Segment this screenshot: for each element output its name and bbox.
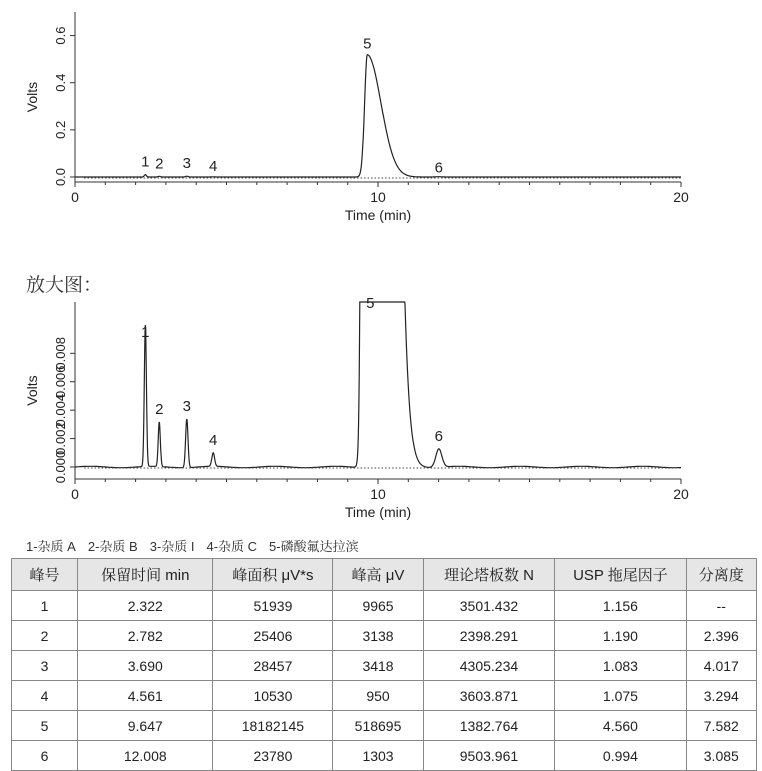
- table-cell: 950: [333, 681, 423, 711]
- legend-item: 5-磷酸氟达拉滨: [269, 539, 359, 554]
- y-tick-label: 0.4: [53, 73, 68, 92]
- peak-label: 2: [155, 155, 164, 173]
- peak-label: 5: [366, 295, 375, 312]
- table-cell: 12.008: [78, 741, 213, 771]
- table-cell: 1382.764: [423, 711, 555, 741]
- column-header: 峰号: [12, 559, 78, 591]
- x-tick-label: 20: [673, 189, 689, 205]
- y-tick-label: 0.000: [53, 450, 68, 484]
- table-cell: 2.396: [686, 621, 756, 651]
- table-cell: 3603.871: [423, 681, 555, 711]
- table-cell: 3: [12, 651, 78, 681]
- y-tick-label: 0.6: [53, 26, 68, 45]
- table-cell: 518695: [333, 711, 423, 741]
- table-cell: 4.017: [686, 651, 756, 681]
- y-tick-label: 0.2: [53, 120, 68, 139]
- peak-label: 4: [209, 431, 218, 449]
- table-cell: 7.582: [686, 711, 756, 741]
- table-cell: 0.994: [555, 741, 686, 771]
- peak-label: 6: [434, 159, 444, 177]
- peak-label: 4: [209, 157, 218, 175]
- table-cell: 4.560: [555, 711, 686, 741]
- column-header: 分离度: [686, 559, 756, 591]
- chromatogram-trace: [75, 302, 681, 468]
- table-row: [12, 591, 757, 621]
- table-row: [12, 681, 757, 711]
- table-cell: 25406: [213, 621, 333, 651]
- table-cell: 3.690: [78, 651, 213, 681]
- table-cell: 9503.961: [423, 741, 555, 771]
- peak-label: 3: [182, 398, 191, 416]
- column-header: 理论塔板数 N: [423, 559, 555, 591]
- legend-item: 4-杂质 C: [206, 539, 258, 554]
- table-cell: 1.190: [555, 621, 686, 651]
- table-cell: 9965: [333, 591, 423, 621]
- table-cell: 3418: [333, 651, 423, 681]
- table-cell: 6: [12, 741, 78, 771]
- x-tick-label: 0: [71, 189, 79, 205]
- peak-legend: [26, 536, 359, 555]
- table-cell: 3501.432: [423, 591, 555, 621]
- y-axis-label: Volts: [24, 81, 40, 113]
- zoomed-chromatogram: [0, 292, 762, 532]
- table-cell: 1303: [333, 741, 423, 771]
- table-body: [12, 591, 757, 771]
- peak-label: 2: [155, 400, 164, 418]
- table-cell: 23780: [213, 741, 333, 771]
- table-cell: 3138: [333, 621, 423, 651]
- table-cell: 1.156: [555, 591, 686, 621]
- table-cell: 18182145: [213, 711, 333, 741]
- table-cell: 28457: [213, 651, 333, 681]
- legend-item: 2-杂质 B: [87, 539, 138, 554]
- column-header: USP 拖尾因子: [555, 559, 686, 591]
- table-cell: 1.075: [555, 681, 686, 711]
- table-cell: 3.085: [686, 741, 756, 771]
- table-row: [12, 651, 757, 681]
- table-cell: 10530: [213, 681, 333, 711]
- table-cell: 1: [12, 591, 78, 621]
- y-tick-label: 0.004: [53, 393, 68, 427]
- x-axis-label: Time (min): [344, 207, 412, 223]
- peak-label: 1: [141, 153, 150, 171]
- peak-label: 5: [363, 35, 372, 53]
- y-tick-label: 0.0: [53, 167, 68, 187]
- chromatogram-trace: [75, 55, 681, 177]
- y-tick-label: 0.002: [53, 422, 68, 455]
- table-cell: 3.294: [686, 681, 756, 711]
- x-tick-label: 10: [370, 486, 386, 502]
- peak-label: 3: [182, 155, 191, 173]
- column-header: 峰高 μV: [333, 559, 423, 591]
- table-row: [12, 741, 757, 771]
- x-tick-label: 20: [673, 486, 689, 502]
- results-table: [11, 558, 757, 771]
- peak-label: 1: [141, 323, 150, 341]
- table-cell: 2.322: [78, 591, 213, 621]
- y-tick-label: 0.006: [53, 365, 68, 399]
- y-tick-label: 0.008: [53, 337, 68, 370]
- table-row: [12, 621, 757, 651]
- table-cell: 2.782: [78, 621, 213, 651]
- table-cell: 9.647: [78, 711, 213, 741]
- table-cell: 4.561: [78, 681, 213, 711]
- x-tick-label: 10: [370, 189, 386, 205]
- legend-item: 3-杂质 I: [149, 539, 195, 554]
- table-cell: 51939: [213, 591, 333, 621]
- table-cell: 2: [12, 621, 78, 651]
- table-cell: 4: [12, 681, 78, 711]
- table-header-row: [12, 559, 757, 591]
- column-header: 峰面积 μV*s: [213, 559, 333, 591]
- table-cell: 5: [12, 711, 78, 741]
- table-cell: 4305.234: [423, 651, 555, 681]
- x-tick-label: 0: [71, 486, 79, 502]
- table-row: [12, 711, 757, 741]
- column-header: 保留时间 min: [78, 559, 213, 591]
- x-axis-label: Time (min): [344, 504, 412, 520]
- table-cell: 2398.291: [423, 621, 555, 651]
- zoom-title: 放大图：: [26, 274, 103, 296]
- legend-item: 1-杂质 A: [26, 539, 76, 554]
- y-axis-label: Volts: [24, 375, 40, 406]
- table-cell: --: [686, 591, 756, 621]
- full-chromatogram: [0, 0, 762, 245]
- peak-label: 6: [434, 427, 444, 445]
- table-cell: 1.083: [555, 651, 686, 681]
